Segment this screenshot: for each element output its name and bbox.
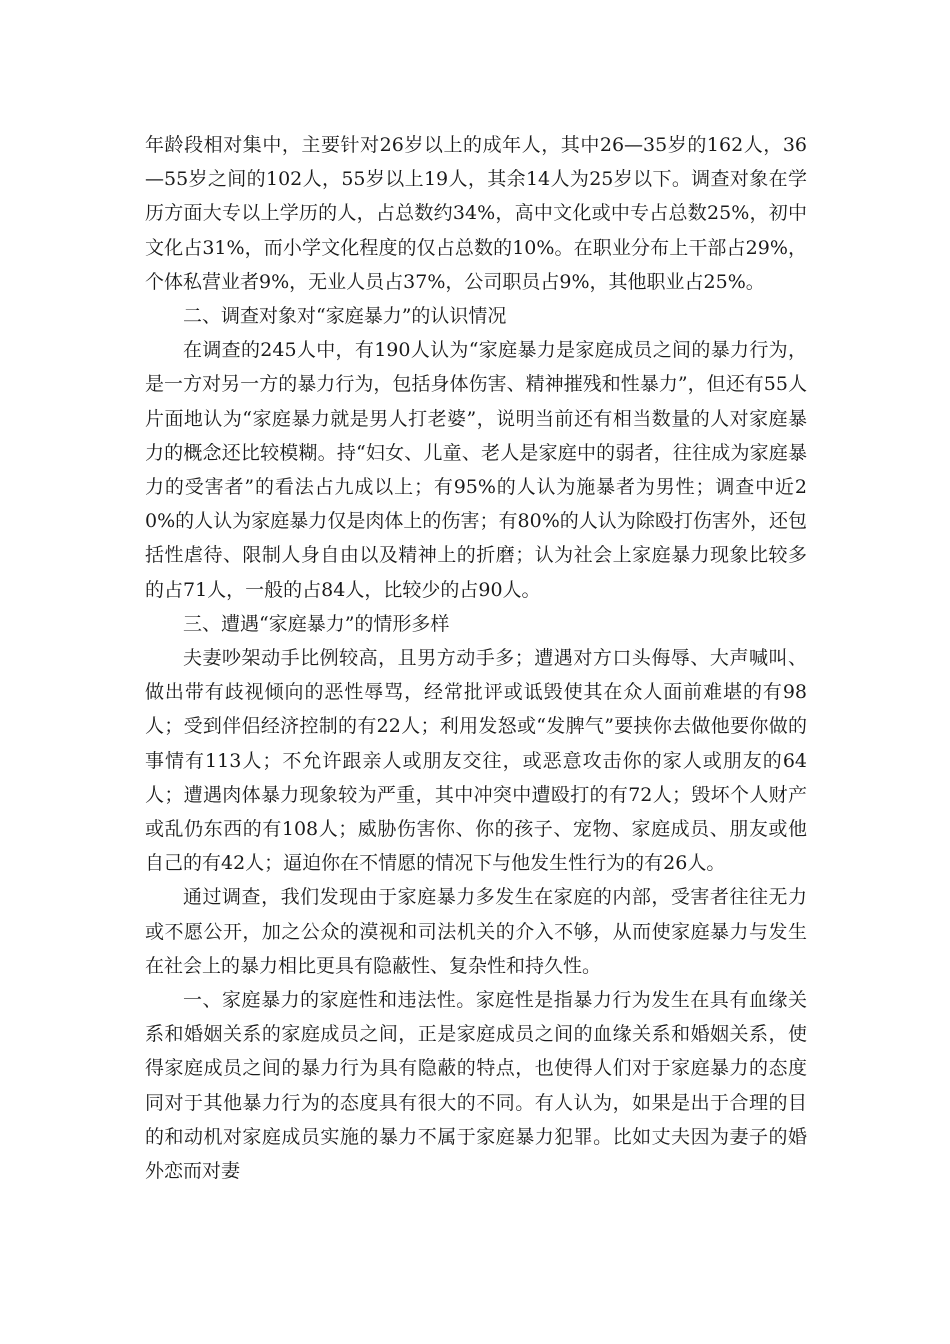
paragraph-situations: 夫妻吵架动手比例较高，且男方动手多；遭遇对方口头侮辱、大声喊叫、做出带有歧视倾向的恶性辱骂，经常批评或诋毁使其在众人面前难堪的有98人；受到伴侣经济控制的有22人；利用发怒或“发脾气”要挟你去做他要你做的事情有113人；不允许跟亲人或朋友交往，或恶意攻击你的家人或朋友的64人；遭遇肉体暴力现象较为严重，其中冲突中遭殴打的有72人；毁坏个人财产或乱仍东西的有108人；威胁伤害你、你的孩子、宠物、家庭成员、朋友或他自己的有42人；逼迫你在不情愿的情况下与他发生性行为的有26人。 [145,647,807,875]
section-heading-awareness: 二、调查对象对“家庭暴力”的认识情况 [183,305,507,328]
document-body [145,128,807,1188]
paragraph-awareness: 在调查的245人中，有190人认为“家庭暴力是家庭成员之间的暴力行为，是一方对另一方的暴力行为，包括身体伤害、精神摧残和性暴力”，但还有55人片面地认为“家庭暴力就是男人打老婆”，说明当前还有相当数量的人对家庭暴力的概念还比较模糊。持“妇女、儿童、老人是家庭中的弱者，往往成为家庭暴力的受害者”的看法占九成以上；有95%的人认为施暴者为男性；调查中近20%的人认为家庭暴力仅是肉体上的伤害；有80%的人认为除殴打伤害外，还包括性虐待、限制人身自由以及精神上的折磨；认为社会上家庭暴力现象比较多的占71人，一般的占84人，比较少的占90人。 [145,339,807,601]
paragraph-findings: 通过调查，我们发现由于家庭暴力多发生在家庭的内部，受害者往往无力或不愿公开，加之公众的漠视和司法机关的介入不够，从而使家庭暴力与发生在社会上的暴力相比更具有隐蔽性、复杂性和持久性。 [145,886,807,977]
section-heading-situations: 三、遭遇“家庭暴力”的情形多样 [183,612,450,635]
paragraph-demographics: 年龄段相对集中，主要针对26岁以上的成年人，其中26—35岁的162人，36—55岁之间的102人，55岁以上19人，其余14人为25岁以下。调查对象在学历方面大专以上学历的人，占总数约34%，高中文化或中专占总数25%，初中文化占31%，而小学文化程度的仅占总数的10%。在职业分布上干部占29%，个体私营业者9%，无业人员占37%，公司职员占9%，其他职业占25%。 [145,134,807,293]
paragraph-family-nature: 一、家庭暴力的家庭性和违法性。家庭性是指暴力行为发生在具有血缘关系和婚姻关系的家庭成员之间，正是家庭成员之间的血缘关系和婚姻关系，使得家庭成员之间的暴力行为具有隐蔽的特点，也使得人们对于家庭暴力的态度同对于其他暴力行为的态度具有很大的不同。有人认为，如果是出于合理的目的和动机对家庭成员实施的暴力不属于家庭暴力犯罪。比如丈夫因为妻子的婚外恋而对妻 [145,989,807,1183]
